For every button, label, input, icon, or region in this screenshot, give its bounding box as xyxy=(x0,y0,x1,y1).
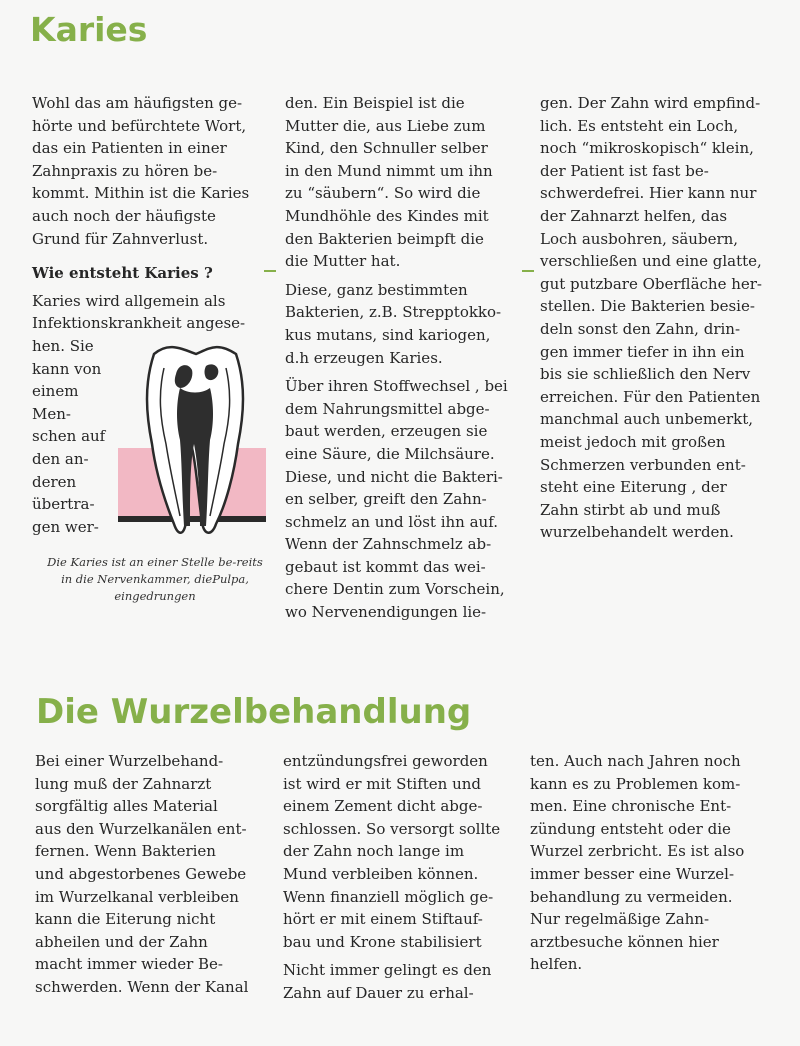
text-line: gen wer- xyxy=(32,517,99,536)
text-line: Zahn auf Dauer zu erhal- xyxy=(283,983,474,1002)
text-line: d.h erzeugen Karies. xyxy=(285,348,443,367)
text-line: gebaut ist kommt das wei- xyxy=(285,557,486,576)
text-line: zündung entsteht oder die xyxy=(530,819,731,838)
text-line: Mundhöhle des Kindes mit xyxy=(285,206,489,225)
paragraph-wurzelbehandlung xyxy=(35,750,275,999)
text-line: Bei einer Wurzelbehand- xyxy=(35,752,224,770)
text-line: Wenn der Zahnschmelz ab- xyxy=(285,535,492,554)
paragraph-nicht-immer xyxy=(283,959,523,1004)
paragraph-stoffwechsel xyxy=(285,375,525,624)
text-line: hört er mit einem Stiftauf- xyxy=(283,910,483,929)
text-line: abheilen und der Zahn xyxy=(35,932,208,951)
text-line: auch noch der häufigste xyxy=(32,206,216,225)
text-line: Wenn finanziell möglich ge- xyxy=(283,887,494,906)
text-line: erreichen. Für den Patienten xyxy=(540,387,761,406)
text-line: bau und Krone stabilisiert xyxy=(283,932,482,951)
text-line: Loch ausbohren, säubern, xyxy=(540,229,739,248)
tooth-cross-section-illustration xyxy=(118,344,266,546)
text-line: Zahn stirbt ab und muß xyxy=(540,500,721,519)
text-line: eine Säure, die Milchsäure. xyxy=(285,444,495,463)
text-line: Kind, den Schnuller selber xyxy=(285,139,488,158)
text-line: macht immer wieder Be- xyxy=(35,955,223,974)
text-line: helfen. xyxy=(530,955,583,974)
text-line: der Zahnarzt helfen, das xyxy=(540,206,728,225)
text-line: Zahnpraxis zu hören be- xyxy=(32,161,218,180)
text-line: den an- xyxy=(32,449,89,468)
text-line: arztbesuche können hier xyxy=(530,932,719,951)
text-line: einem Zement dicht abge- xyxy=(283,797,483,816)
subheading-wie-entsteht-karies: Wie entsteht Karies ? xyxy=(32,264,213,283)
karies-column-2 xyxy=(285,92,525,624)
text-line: Men- xyxy=(32,404,71,423)
text-line: übertra- xyxy=(32,495,95,514)
section-title-wurzelbehandlung: Die Wurzelbehandlung xyxy=(36,692,472,732)
text-line: Karies wird allgemein als xyxy=(32,291,226,310)
text-line: Pulpa, eingedrungen xyxy=(114,572,249,603)
text-line: hen. Sie xyxy=(32,336,94,355)
text-line: verschließen und eine glatte, xyxy=(540,252,762,271)
text-line: Infektionskrankheit angese- xyxy=(32,314,246,333)
text-line: dem Nahrungsmittel abge- xyxy=(285,399,490,418)
text-line: sorgfältig alles Material xyxy=(35,797,218,816)
paragraph-loch xyxy=(540,92,780,544)
text-line: Grund für Zahnverlust. xyxy=(32,229,209,248)
text-line: men. Eine chronische Ent- xyxy=(530,797,732,816)
text-line: zu “säubern“. So wird die xyxy=(285,184,481,203)
wurzel-column-2 xyxy=(283,750,523,1005)
text-line: meist jedoch mit großen xyxy=(540,432,726,451)
text-line: Diese, ganz bestimmten xyxy=(285,280,468,299)
text-line: en selber, greift den Zahn- xyxy=(285,490,487,509)
text-line: Wohl das am häufigsten ge- xyxy=(32,94,243,112)
paragraph-entzuendungsfrei xyxy=(283,750,523,953)
text-line: ist wird er mit Stiften und xyxy=(283,774,482,793)
paragraph-beispiel xyxy=(285,92,525,273)
text-line: schlossen. So versorgt sollte xyxy=(283,819,501,838)
text-line: Mund verbleiben können. xyxy=(283,864,479,883)
text-line: aus den Wurzelkanälen ent- xyxy=(35,819,247,838)
text-line: den Bakterien beimpft die xyxy=(285,229,484,248)
column-marker xyxy=(264,270,276,272)
text-line: chere Dentin zum Vorschein, xyxy=(285,580,505,599)
text-line: kus mutans, sind kariogen, xyxy=(285,325,491,344)
text-line: Bakterien, z.B. Strepptokko- xyxy=(285,303,502,322)
text-line: Diese, und nicht die Bakteri- xyxy=(285,467,503,486)
text-line: Nur regelmäßige Zahn- xyxy=(530,910,710,929)
text-line: Schmerzen verbunden ent- xyxy=(540,455,746,474)
text-line: schmelz an und löst ihn auf. xyxy=(285,512,498,531)
text-line: gut putzbare Oberfläche her- xyxy=(540,274,762,293)
wurzel-column-3 xyxy=(530,750,770,976)
text-line: Nicht immer gelingt es den xyxy=(283,961,492,980)
text-line: der Patient ist fast be- xyxy=(540,161,709,180)
text-line: in den Mund nimmt um ihn xyxy=(285,161,493,180)
paragraph-bakterien xyxy=(285,279,525,369)
text-line: Wurzel zerbricht. Es ist also xyxy=(530,842,745,861)
text-line: kann die Eiterung nicht xyxy=(35,910,216,929)
text-line: Mutter die, aus Liebe zum xyxy=(285,116,486,135)
text-line: behandlung zu vermeiden. xyxy=(530,887,733,906)
karies-column-3 xyxy=(540,92,780,544)
text-line: fernen. Wenn Bakterien xyxy=(35,842,216,861)
text-line: deln sonst den Zahn, drin- xyxy=(540,319,741,338)
text-line: immer besser eine Wurzel- xyxy=(530,864,735,883)
text-line: noch “mikroskopisch“ klein, xyxy=(540,139,754,158)
text-line: bis sie schließlich den Nerv xyxy=(540,365,751,384)
text-line: schwerdefrei. Hier kann nur xyxy=(540,184,757,203)
wurzel-column-1 xyxy=(35,750,275,999)
text-line: gen. Der Zahn wird empfind- xyxy=(540,94,761,112)
text-line: einem xyxy=(32,382,79,401)
text-line: stellen. Die Bakterien besie- xyxy=(540,297,755,316)
text-line: baut werden, erzeugen sie xyxy=(285,422,488,441)
text-line: ten. Auch nach Jahren noch xyxy=(530,752,741,770)
text-line: kommt. Mithin ist die Karies xyxy=(32,184,250,203)
text-line: im Wurzelkanal verbleiben xyxy=(35,887,239,906)
text-line: das ein Patienten in einer xyxy=(32,139,227,158)
text-line: wo Nervenendigungen lie- xyxy=(285,603,487,622)
text-line: steht eine Eiterung , der xyxy=(540,478,727,497)
text-line: der Zahn noch lange im xyxy=(283,842,465,861)
text-line: deren xyxy=(32,472,77,491)
intro-paragraph xyxy=(32,92,272,250)
text-line: wurzelbehandelt werden. xyxy=(540,523,734,542)
text-line: und abgestorbenes Gewebe xyxy=(35,864,247,883)
text-line: entzündungsfrei geworden xyxy=(283,752,488,770)
text-line: schen auf xyxy=(32,427,106,446)
text-line: reits in die Nervenkammer, die xyxy=(61,555,263,586)
text-line: schwerden. Wenn der Kanal xyxy=(35,977,249,996)
text-line: Die Karies ist an einer Stelle be- xyxy=(47,555,237,569)
text-line: kann von xyxy=(32,359,102,378)
section-title-karies: Karies xyxy=(30,10,148,49)
paragraph-jahren xyxy=(530,750,770,976)
text-line: den. Ein Beispiel ist die xyxy=(285,94,465,112)
text-line: die Mutter hat. xyxy=(285,252,401,271)
text-line: gen immer tiefer in ihn ein xyxy=(540,342,745,361)
text-line: manchmal auch unbemerkt, xyxy=(540,410,754,429)
figure-caption xyxy=(40,554,270,605)
text-line: Über ihren Stoffwechsel , bei xyxy=(285,377,508,396)
text-line: hörte und befürchtete Wort, xyxy=(32,116,247,135)
text-line: kann es zu Problemen kom- xyxy=(530,774,741,793)
text-line: lung muß der Zahnarzt xyxy=(35,774,212,793)
text-line: lich. Es entsteht ein Loch, xyxy=(540,116,739,135)
column-marker xyxy=(522,270,534,272)
